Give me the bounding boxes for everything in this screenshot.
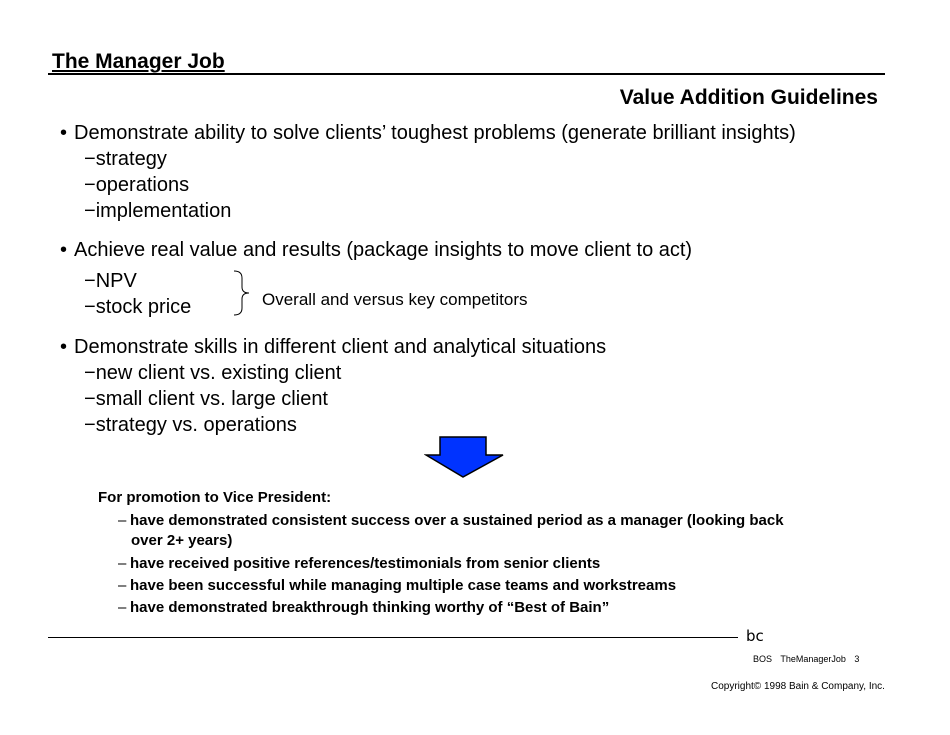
promotion-heading: For promotion to Vice President: [98, 489, 332, 506]
page-subtitle: Value Addition Guidelines [619, 86, 878, 109]
bullet-text: Demonstrate skills in different client and analytical situations [74, 336, 607, 358]
bullet-item [60, 336, 606, 359]
sub-item: −implementation [84, 200, 232, 222]
promotion-item-continuation: over 2+ years) [131, 532, 233, 549]
promotion-item: – have been successful while managing multiple case teams and workstreams [118, 577, 677, 594]
right-brace-icon [230, 270, 252, 321]
footer-rule [48, 637, 738, 638]
promotion-item: – have demonstrated breakthrough thinking worthy of “Best of Bain” [118, 599, 610, 616]
footer-logo-text: bc [746, 627, 764, 645]
page-title: The Manager Job [52, 50, 225, 73]
sub-item-text: small client vs. large client [95, 388, 328, 410]
sub-item: −new client vs. existing client [84, 362, 342, 384]
brace-note: Overall and versus key competitors [262, 290, 528, 309]
sub-item-text: NPV [95, 270, 137, 292]
bullet-text: Achieve real value and results (package insights to move client to act) [74, 239, 693, 261]
bullet-item [60, 239, 692, 262]
sub-item: −strategy [84, 148, 167, 170]
sub-item: −operations [84, 174, 190, 196]
sub-item: −NPV [84, 270, 137, 292]
sub-item-text: strategy [95, 148, 167, 170]
title-underline-rule [48, 73, 885, 75]
sub-item-text: new client vs. existing client [95, 362, 342, 384]
sub-item: −small client vs. large client [84, 388, 328, 410]
sub-item: −stock price [84, 296, 192, 318]
bullet-item [60, 122, 796, 145]
bullet-text: Demonstrate ability to solve clients’ toughest problems (generate brilliant insights) [74, 122, 796, 144]
promotion-item-text: have demonstrated breakthrough thinking worthy of “Best of Bain” [130, 599, 610, 616]
bullet-dot: • [60, 122, 68, 144]
promotion-item: – have received positive references/testimonials from senior clients [118, 555, 601, 572]
promotion-item: – have demonstrated consistent success over a sustained period as a manager (looking back [118, 512, 784, 529]
footer-meta: BOS TheManagerJob 3 [753, 654, 860, 664]
down-arrow-icon [424, 436, 506, 483]
promotion-item-text: have received positive references/testimonials from senior clients [130, 555, 601, 572]
promotion-item-text: have demonstrated consistent success over a sustained period as a manager (looking back [130, 512, 784, 529]
sub-item: −strategy vs. operations [84, 414, 297, 436]
sub-item-text: operations [95, 174, 190, 196]
copyright: Copyright© 1998 Bain & Company, Inc. [711, 681, 885, 692]
bullet-dot: • [60, 336, 68, 358]
sub-item-text: implementation [95, 200, 232, 222]
bullet-dot: • [60, 239, 68, 261]
sub-item-text: strategy vs. operations [95, 414, 297, 436]
promotion-item-text: have been successful while managing multiple case teams and workstreams [130, 577, 677, 594]
sub-item-text: stock price [95, 296, 192, 318]
